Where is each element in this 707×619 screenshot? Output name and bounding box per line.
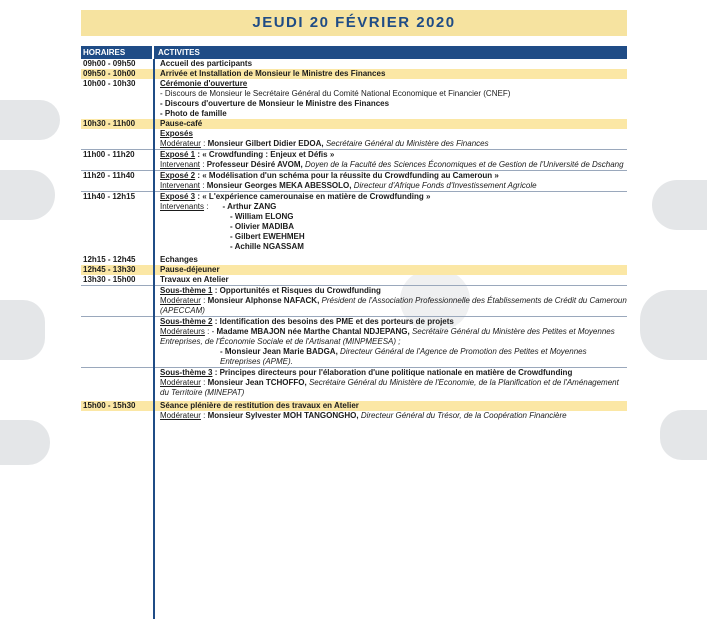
background-illustration (660, 410, 707, 460)
table-row (81, 255, 627, 265)
moderator-role: Secrétaire Général du Ministère des Finances (325, 139, 489, 148)
background-illustration (0, 420, 50, 465)
table-row: Sous-thème 3 : Principes directeurs pour l'élaboration d'une politique nationale en matière de Crowdfunding Modérateur : Monsieur Jean TCHOFFO, Secrétaire Général du Ministère de l'Economie, de la Planification et de l'Aménagement du Territoire (MINEPAT) (81, 367, 627, 398)
table-row (81, 275, 627, 285)
table-row (81, 59, 627, 69)
subtheme-topic: : Principes directeurs pour l'élaboration d'une politique nationale en matière de Crowdfunding (214, 368, 573, 377)
table-row: 11h20 - 11h40 Exposé 2 : « Modélisation d'un schéma pour la réussite du Crowdfunding au Cameroun » Intervenant : Monsieur Georges MEKA ABESSOLO, Directeur d'Afrique Fonds d'Investissement Agricole (81, 170, 627, 191)
row-time: 10h30 - 11h00 (83, 119, 136, 128)
speaker-role: Directeur d'Afrique Fonds d'Investissement Agricole (353, 181, 537, 190)
expose-label: Exposé 2 (160, 171, 196, 180)
table-row: 11h40 - 12h15 Exposé 3 : « L'expérience camerounaise en matière de Crowdfunding » Intervenants : - Arthur ZANG - William ELONG - Olivier MADIBA - Gilbert EWEHMEH - Achille NGASSAM (81, 191, 627, 252)
background-illustration (640, 290, 707, 360)
expose-label: Exposé 3 (160, 192, 196, 201)
speaker-name: Professeur Désiré AVOM, (206, 160, 303, 169)
header-time: HORAIRES (81, 46, 154, 59)
moderator-role: Secrétaire Général du Ministère des Petites et Moyennes Entreprises, de l'Économie Sociale et de l'Artisanat (MINPMEESA) ; (160, 327, 615, 346)
speaker-name: Monsieur Georges MEKA ABESSOLO, (206, 181, 352, 190)
table-row: Sous-thème 1 : Opportunités et Risques du Crowdfunding Modérateur : Monsieur Alphonse NAFACK, Président de l'Association Professionnelle des Établissements de Crédit du Cameroun (APECCAM) (81, 285, 627, 316)
row-activity: Echanges (160, 255, 198, 264)
row-activity: Pause-café (160, 119, 203, 128)
speaker-name: - William ELONG (230, 212, 294, 221)
speaker-name: - Arthur ZANG (222, 202, 277, 211)
subtheme-topic: : Opportunités et Risques du Crowdfunding (214, 286, 381, 295)
background-illustration (0, 300, 45, 360)
opening-title: Cérémonie d'ouverture (160, 79, 248, 88)
moderator-role: Directeur Général de l'Agence de Promotion des Petites et Moyennes Entreprises (APME). (220, 347, 587, 366)
table-row (81, 265, 627, 275)
row-time: 12h15 - 12h45 (83, 255, 136, 264)
speaker-name: - Olivier MADIBA (230, 222, 295, 231)
row-activity: Pause-déjeuner (160, 265, 220, 274)
moderator-name: - Monsieur Jean Marie BADGA, (220, 347, 338, 356)
row-activity: Travaux en Atelier (160, 275, 229, 284)
table-row (81, 119, 627, 129)
background-illustration (652, 180, 707, 230)
column-divider (153, 59, 155, 619)
speaker-name: - Achille NGASSAM (230, 242, 304, 251)
speaker-role: Doyen de la Faculté des Sciences Économiques et de Gestion de l'Université de Dschang (304, 160, 624, 169)
row-time: 11h00 - 11h20 (83, 150, 135, 159)
table-row: Sous-thème 2 : Identification des besoins des PME et des porteurs de projets Modérateurs : - Madame MBAJON née Marthe Chantal NDJEPANG, Secrétaire Général du Ministère des Petites et Moyennes Entreprises, de l'Économie Sociale et de l'Artisanat (MINPMEESA) ; - Monsieur Jean Marie BADGA, Directeur Général de l'Agence de Promotion des Petites et Moyennes Entreprises (APME). (81, 316, 627, 367)
expose-topic: : « Modélisation d'un schéma pour la réussite du Crowdfunding au Cameroun » (197, 171, 499, 180)
opening-speech-1: - Discours de Monsieur le Secrétaire Général du Comité National Economique et Financier (CNEF) (160, 89, 511, 98)
background-illustration (0, 100, 60, 140)
moderator-role: Secrétaire Général du Ministère de l'Economie, de la Planification et de l'Aménagement du Territoire (MINEPAT) (160, 378, 619, 397)
row-time: 09h00 - 09h50 (83, 59, 136, 68)
table-row (81, 69, 627, 79)
speaker-name: - Gilbert EWEHMEH (230, 232, 305, 241)
table-row: 11h00 - 11h20 Exposé 1 : « Crowdfunding : Enjeux et Défis » Intervenant : Professeur Désiré AVOM, Doyen de la Faculté des Sciences Économiques et de Gestion de l'Université de Dschang (81, 149, 627, 170)
subtheme-label: Sous-thème 3 (160, 368, 213, 377)
day-title: JEUDI 20 FÉVRIER 2020 (81, 10, 627, 36)
moderator-name: Monsieur Jean TCHOFFO, (207, 378, 307, 387)
family-photo: - Photo de famille (160, 109, 227, 118)
presentations-title: Exposés (160, 129, 193, 138)
table-row: Exposés Modérateur : Monsieur Gilbert Didier EDOA, Secrétaire Général du Ministère des Finances (81, 129, 627, 149)
expose-label: Exposé 1 (160, 150, 196, 159)
expose-topic: : « L'expérience camerounaise en matière de Crowdfunding » (197, 192, 431, 201)
moderator-role: Directeur Général du Trésor, de la Coopération Financière (360, 411, 567, 420)
table-row (81, 401, 627, 411)
row-time: 12h45 - 13h30 (83, 265, 136, 274)
speakers-label: Intervenants (160, 202, 205, 211)
moderator-name: Madame MBAJON née Marthe Chantal NDJEPANG, (216, 327, 410, 336)
row-time: 11h20 - 11h40 (83, 171, 135, 180)
moderator-name: Monsieur Sylvester MOH TANGONGHO, (207, 411, 359, 420)
subtheme-label: Sous-thème 2 (160, 317, 213, 326)
moderator-name: Monsieur Gilbert Didier EDOA, (207, 139, 324, 148)
program-table (81, 46, 627, 421)
table-row: Modérateur : Monsieur Sylvester MOH TANGONGHO, Directeur Général du Trésor, de la Coopération Financière (160, 411, 567, 420)
moderator-role: Président de l'Association Professionnelle des Établissements de Crédit du Cameroun (APECCAM) (160, 296, 627, 315)
row-time: 15h00 - 15h30 (83, 401, 136, 410)
row-time: 11h40 - 12h15 (83, 192, 136, 201)
subtheme-label: Sous-thème 1 (160, 286, 213, 295)
row-time: 09h50 - 10h00 (83, 69, 136, 78)
row-time: 10h00 - 10h30 (83, 79, 136, 88)
row-activity: Séance plénière de restitution des travaux en Atelier (160, 401, 359, 410)
table-header (81, 46, 627, 59)
header-activities: ACTIVITES (158, 48, 200, 57)
subtheme-topic: : Identification des besoins des PME et des porteurs de projets (214, 317, 454, 326)
row-activity: Accueil des participants (160, 59, 253, 68)
row-time: 13h30 - 15h00 (83, 275, 136, 284)
expose-topic: : « Crowdfunding : Enjeux et Défis » (197, 150, 335, 159)
background-illustration (0, 170, 55, 220)
row-activity: Arrivée et Installation de Monsieur le Ministre des Finances (160, 69, 386, 78)
opening-speech-2: - Discours d'ouverture de Monsieur le Ministre des Finances (160, 99, 390, 108)
table-row (81, 79, 627, 119)
moderator-name: Monsieur Alphonse NAFACK, (207, 296, 320, 305)
